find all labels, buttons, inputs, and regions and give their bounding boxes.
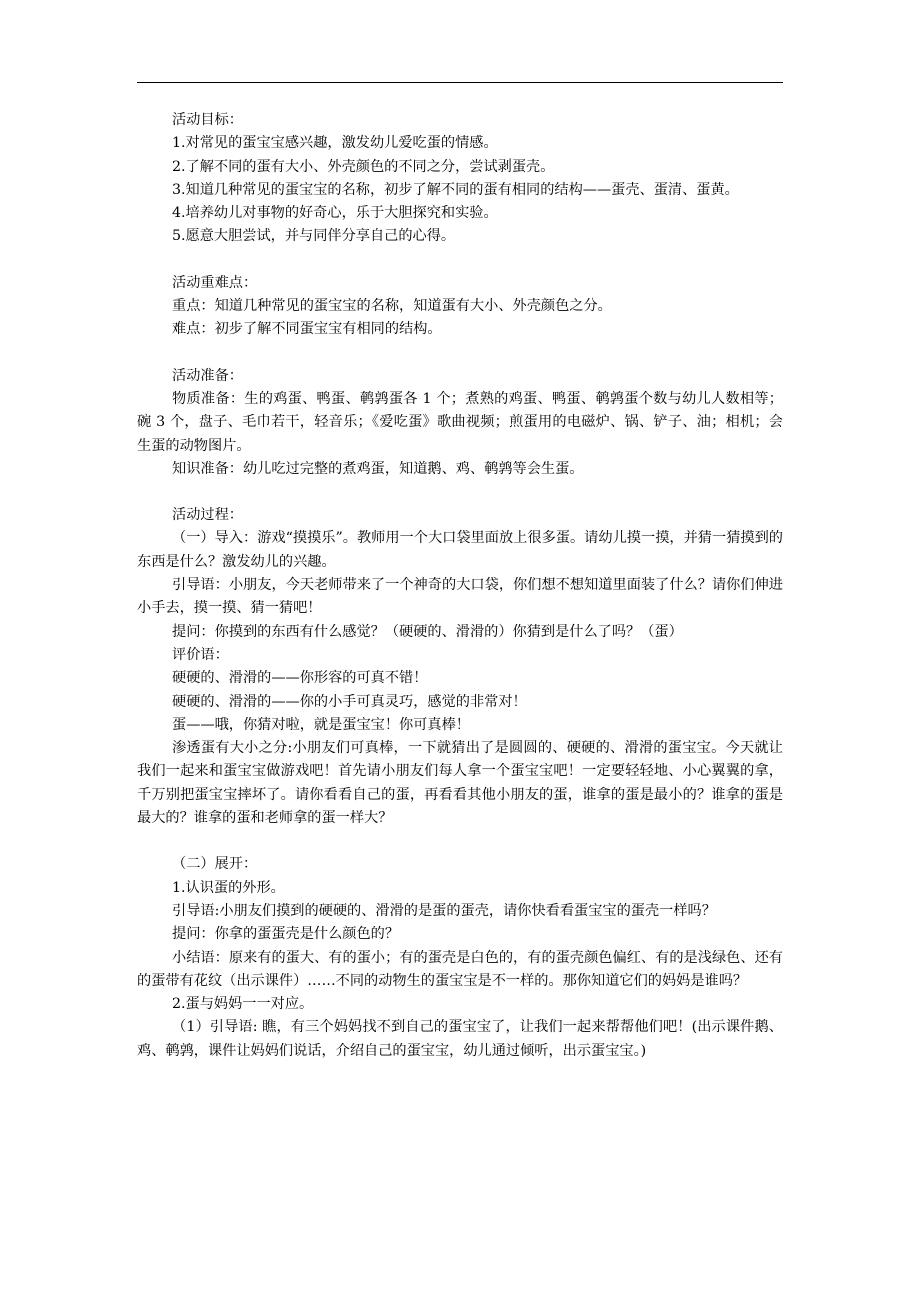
spacer [137,249,783,272]
evaluation-line-1: 硬硬的、滑滑的——你形容的可真不错！ [172,670,428,687]
process-intro: （一）导入：游戏“摸摸乐”。教师用一个大口袋里面放上很多蛋。请幼儿摸一摸，并猜一猜摸到的东西是什么？激发幼儿的兴趣。 [137,530,783,570]
egg-size-paragraph: 渗透蛋有大小之分:小朋友们可真棒，一下就猜出了是圆圆的、硬硬的、滑滑的蛋宝宝。今天就让我们一起来和蛋宝宝做游戏吧！首先请小朋友们每人拿一个蛋宝宝吧！一定要轻轻地、小心翼翼的拿，千万别把蛋宝宝摔坏了。请你看看自己的蛋，再看看其他小朋友的蛋，谁拿的蛋是最小的？谁拿的蛋是最大的？谁拿的蛋和老师拿的蛋一样大？ [137,740,783,827]
step-2-heading: 2.蛋与妈妈一一对应。 [172,996,314,1013]
knowledge-preparation: 知识准备：幼儿吃过完整的煮鸡蛋，知道鹅、鸡、鹌鹑等会生蛋。 [172,460,584,477]
header-rule [137,82,783,83]
spacer [137,342,783,365]
key-point: 重点：知道几种常见的蛋宝宝的名称，知道蛋有大小、外壳颜色之分。 [172,298,612,315]
process-heading: 活动过程： [172,507,243,524]
goals-heading: 活动目标： [172,112,243,128]
goal-item-3: 3.知道几种常见的蛋宝宝的名称，初步了解不同的蛋有相同的结构——蛋壳、蛋清、蛋黄。 [172,181,739,198]
document-body [137,109,783,1063]
evaluation-line-2: 硬硬的、滑滑的——你的小手可真灵巧，感觉的非常对！ [172,693,527,710]
goal-item-1: 1.对常见的蛋宝宝感兴趣，激发幼儿爱吃蛋的情感。 [172,135,498,152]
expand-heading: （二）展开： [172,856,258,873]
guide-text-3: （1）引导语: 瞧，有三个妈妈找不到自己的蛋宝宝了，让我们一起来帮帮他们吧！(出示课件鹅、鸡、鹌鹑，课件让妈妈们说话，介绍自己的蛋宝宝，幼儿通过倾听，出示蛋宝宝。) [137,1019,783,1059]
goal-item-2: 2.了解不同的蛋有大小、外壳颜色的不同之分，尝试剥蛋壳。 [172,158,555,175]
difficult-point: 难点：初步了解不同蛋宝宝有相同的结构。 [172,321,442,338]
spacer [137,481,783,504]
goal-item-5: 5.愿意大胆尝试，并与同伴分享自己的心得。 [172,228,456,245]
step-1-heading: 1.认识蛋的外形。 [172,879,285,896]
material-preparation: 物质准备：生的鸡蛋、鸭蛋、鹌鹑蛋各 1 个；煮熟的鸡蛋、鸭蛋、鹌鹑蛋个数与幼儿人数相等；碗 3 个，盘子、毛巾若干，轻音乐；《爱吃蛋》歌曲视频；煎蛋用的电磁炉、锅、铲子、油；相机；会生蛋的动物图片。 [137,390,783,454]
evaluation-line-3: 蛋——哦，你猜对啦，就是蛋宝宝！你可真棒！ [172,716,470,733]
key-points-heading: 活动重难点： [172,274,258,291]
question-text-1: 提问：你摸到的东西有什么感觉？（硬硬的、滑滑的）你猜到是什么了吗？（蛋） [172,623,683,640]
evaluation-heading: 评价语： [172,646,229,663]
question-text-2: 提问：你拿的蛋蛋壳是什么颜色的？ [172,926,400,943]
guide-text-2: 引导语:小朋友们摸到的硬硬的、滑滑的是蛋的蛋壳，请你快看看蛋宝宝的蛋壳一样吗？ [172,902,716,919]
preparation-heading: 活动准备： [172,367,243,384]
summary-paragraph: 小结语：原来有的蛋大、有的蛋小；有的蛋壳是白色的，有的蛋壳颜色偏红、有的是浅绿色、还有的蛋带有花纹（出示课件）……不同的动物生的蛋宝宝是不一样的。那你知道它们的妈妈是谁吗？ [137,949,783,989]
spacer [137,830,783,853]
goal-item-4: 4.培养幼儿对事物的好奇心，乐于大胆探究和实验。 [172,205,498,222]
guide-text-1: 引导语：小朋友，今天老师带来了一个神奇的大口袋，你们想不想知道里面装了什么？请你们伸进小手去，摸一摸、猜一猜吧！ [137,577,783,617]
